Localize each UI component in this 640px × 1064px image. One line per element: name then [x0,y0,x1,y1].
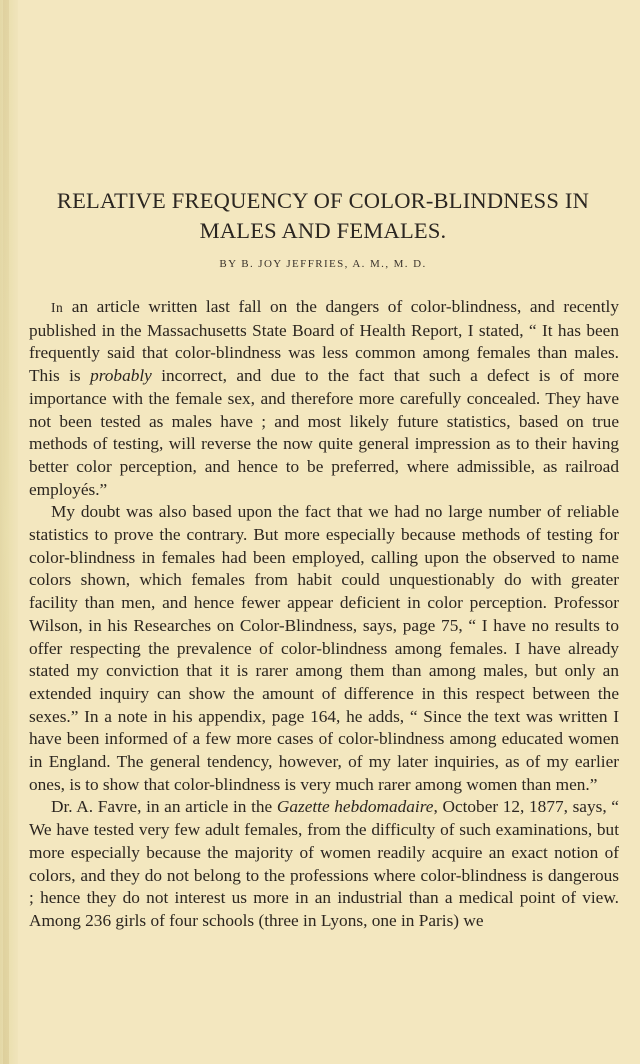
gutter-shadow [3,0,9,1064]
emphasis-probably: probably [90,366,152,386]
paragraph-1-text-a: an article written last fall on the dangers of color-blindness, and recently published in the Massachusetts State Board of Health Report, I stated, “ It has been frequently said that color-blindness was less common among females than males. This is [29,297,619,386]
author-byline: BY B. JOY JEFFRIES, A. M., M. D. [219,258,427,270]
article-body [29,296,619,933]
paragraph-3-text-a: Dr. A. Favre, in an article in the [51,797,277,817]
paragraph-1 [29,296,619,501]
journal-name: Gazette hebdomadaire [276,797,434,817]
title-line-2: MALES AND FEMALES. [199,218,447,243]
article-title [28,186,618,246]
paragraph-3-text-b: , October 12, 1877, says, “ We have tested very few adult females, from the difficulty of such examinations, but more especially because the majority of women readily acquire an exact notion of colors, and they do not belong to the professions where color-blindness is dangerous ; hence they do not interest us more in an industrial than a medical point of view. Among 236 girls of four schools (three in Lyons, one in Paris) we [29,797,619,930]
paragraph-2: My doubt was also based upon the fact that we had no large number of reliable statistics to prove the contrary. But more especially because methods of testing for color-blindness in females had been employed, calling upon the observed to name colors shown, which females from habit could unquestionably do with greater facility than men, and hence fewer appear deficient in color perception. Professor Wilson, in his Researches on Color-Blindness, says, page 75, “ I have no results to offer respecting the prevalence of color-blindness among females. I have already stated my conviction that it is rarer among them than among males, but only an extended inquiry can show the amount of difference in this respect between the sexes.” In a note in his appendix, page 164, he adds, “ Since the text was written I have been informed of a few more cases of color-blindness among educated women in England. The general tendency, however, of my later inquiries, as of my earlier ones, is to show that color-blindness is very much rarer among women than men.” [29,502,619,794]
opening-word: In [51,300,64,315]
paragraph-3 [29,796,619,932]
paragraph-1-text-b: incorrect, and due to the fact that such a defect is of more importance with the female sex, and therefore more carefully concealed. They have not been tested as males have ; and most likely future statistics, based on true methods of testing, will reverse the now quite general impression as to their having better color perception, and hence to be preferred, where admissible, as railroad employés.” [29,366,620,499]
title-line-1: RELATIVE FREQUENCY OF COLOR-BLINDNESS IN [56,188,590,213]
